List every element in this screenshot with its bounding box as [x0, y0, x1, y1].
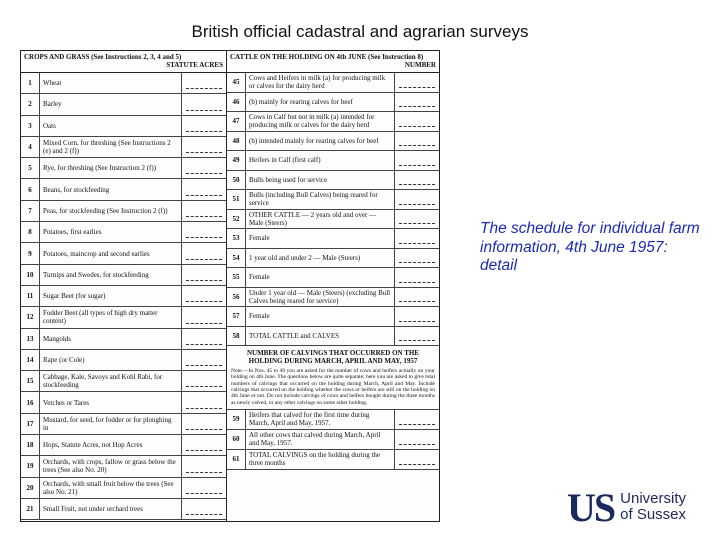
university-of-sussex-logo [567, 485, 707, 529]
row-label: Potatoes, first earlies [43, 228, 102, 237]
row-number: 49 [227, 151, 246, 170]
row-label: Cows in Calf but not in milk (a) intended for producing milk or calves for the dairy herd [249, 113, 375, 130]
entry-field [394, 73, 439, 92]
entry-field [181, 137, 226, 157]
row-label: All other cows that calved during March, April and May, 1957. [249, 431, 381, 448]
form-row [21, 478, 226, 499]
row-number: 61 [227, 450, 246, 469]
form-row [21, 499, 226, 520]
form-row [227, 288, 439, 308]
row-number: 16 [21, 392, 40, 412]
entry-field [394, 288, 439, 307]
row-number: 6 [21, 179, 40, 199]
row-label: Female [249, 273, 270, 282]
form-row [227, 450, 439, 470]
row-label: Hops, Statute Acres, not Hop Acres [43, 441, 143, 450]
logo-line2: of Sussex [620, 506, 687, 523]
row-label: Beans, for stockfeeding [43, 185, 110, 194]
entry-field [181, 435, 226, 455]
row-label: Cabbage, Kale, Savoys and Kohl Rabi, for stockfeeding [43, 373, 163, 390]
row-label: Heifers that calved for the first time during March, April and May, 1957. [249, 411, 370, 428]
row-number: 50 [227, 171, 246, 190]
form-row [21, 435, 226, 456]
entry-field [394, 171, 439, 190]
form-row [227, 132, 439, 152]
survey-form-image [20, 50, 440, 522]
entry-field [394, 307, 439, 326]
row-number: 58 [227, 327, 246, 346]
row-label: (b) intended mainly for rearing calves for beef [249, 136, 379, 145]
row-number: 14 [21, 350, 40, 370]
row-label: OTHER CATTLE — 2 years old and over — Male (Steers) [249, 210, 377, 227]
row-label: (b) mainly for rearing calves for beef [249, 97, 353, 106]
row-label: Mustard, for seed, for fodder or for ploughing in [43, 415, 172, 432]
form-row [21, 222, 226, 243]
entry-field [394, 112, 439, 131]
row-label: Small Fruit, not under orchard trees [43, 505, 143, 514]
entry-field [394, 268, 439, 287]
crops-rows [21, 73, 226, 520]
row-number: 53 [227, 229, 246, 248]
row-label: Female [249, 312, 270, 321]
entry-field [181, 286, 226, 306]
calvings-note: Note.—In Nos. 45 to 49 you are asked for the number of cows and heifers actually on your holding on 4th June. The questions below are quite separate; here you are asked to give total numbers of calvings that occurred on the holding during March, April and May. Include calvings that occurred on the holding whether the cows or heifers are still on the holding on 4th June or not. Do not include calvings of cows and heifers bought during the three months as newly calved, or any other calvings on some other holding. [231, 368, 435, 406]
entry-field [394, 249, 439, 268]
row-number: 2 [21, 94, 40, 114]
row-label: Fodder Beet (all types of high dry matter content) [43, 309, 158, 326]
form-row [21, 456, 226, 477]
form-row [227, 327, 439, 347]
entry-field [181, 456, 226, 476]
crops-header-text: CROPS AND GRASS (See Instructions 2, 3, 4 and 5) [24, 53, 182, 61]
row-label: Mangolds [43, 334, 71, 343]
entry-field [181, 243, 226, 263]
entry-field [181, 265, 226, 285]
form-row [21, 179, 226, 200]
row-number: 7 [21, 201, 40, 221]
calvings-header: NUMBER OF CALVINGS THAT OCCURRED ON THE HOLDING DURING MARCH, APRIL AND MAY, 1957 [246, 349, 420, 366]
row-number: 8 [21, 222, 40, 242]
row-label: Oats [43, 121, 56, 130]
entry-field [181, 222, 226, 242]
entry-field [394, 430, 439, 449]
crops-header [21, 51, 226, 73]
entry-field [394, 93, 439, 112]
row-label: Bulls (including Bull Calves) being reared for service [249, 191, 378, 208]
row-number: 19 [21, 456, 40, 476]
form-row [21, 116, 226, 137]
row-label: Orchards, with small fruit below the trees (See also No. 21) [43, 479, 174, 496]
form-row [21, 137, 226, 158]
form-row [227, 112, 439, 132]
form-row [227, 268, 439, 288]
row-number: 59 [227, 410, 246, 429]
acres-unit-label: STATUTE ACRES [166, 61, 223, 70]
row-label: Bulls being used for service [249, 175, 328, 184]
cattle-column [227, 51, 439, 521]
slide-title: British official cadastral and agrarian surveys [191, 22, 529, 41]
entry-field [394, 190, 439, 209]
entry-field [181, 201, 226, 221]
entry-field [394, 410, 439, 429]
row-label: Turnips and Swedes, for stockfeeding [43, 270, 149, 279]
calvings-section [227, 346, 439, 410]
row-label: Rye, for threshing (See Instruction 2 (f)) [43, 164, 157, 173]
calvings-rows [227, 410, 439, 470]
row-label: Potatoes, maincrop and second earlies [43, 249, 150, 258]
row-number: 54 [227, 249, 246, 268]
row-number: 21 [21, 499, 40, 519]
row-number: 47 [227, 112, 246, 131]
row-number: 10 [21, 265, 40, 285]
form-row [21, 371, 226, 392]
row-label: Rape (or Cole) [43, 355, 85, 364]
row-number: 15 [21, 371, 40, 391]
form-row [227, 307, 439, 327]
row-label: Orchards, with crops, fallow or grass below the trees (See also No. 20) [43, 458, 176, 475]
row-label: TOTAL CATTLE and CALVES [249, 331, 339, 340]
row-number: 57 [227, 307, 246, 326]
form-row [227, 190, 439, 210]
entry-field [394, 450, 439, 469]
form-row [227, 93, 439, 113]
row-number: 52 [227, 210, 246, 229]
form-row [227, 73, 439, 93]
form-row [227, 430, 439, 450]
entry-field [394, 327, 439, 346]
cattle-header-text: CATTLE ON THE HOLDING ON 4th JUNE (See Instruction 8) [230, 53, 424, 61]
entry-field [181, 116, 226, 136]
row-number: 45 [227, 73, 246, 92]
form-row [21, 350, 226, 371]
row-label: Wheat [43, 79, 62, 88]
entry-field [181, 499, 226, 519]
form-row [227, 249, 439, 269]
form-row [21, 94, 226, 115]
row-number: 11 [21, 286, 40, 306]
form-row [21, 392, 226, 413]
row-number: 4 [21, 137, 40, 157]
row-label: Vetches or Tares [43, 398, 90, 407]
row-label: TOTAL CALVINGS on the holding during the three months [249, 451, 381, 468]
entry-field [394, 229, 439, 248]
form-row [227, 410, 439, 430]
entry-field [181, 371, 226, 391]
entry-field [181, 414, 226, 434]
entry-field [181, 350, 226, 370]
crops-grass-column [21, 51, 227, 521]
entry-field [181, 179, 226, 199]
row-number: 18 [21, 435, 40, 455]
entry-field [394, 151, 439, 170]
form-row [21, 286, 226, 307]
slide-caption: The schedule for individual farm information, 4th June 1957: detail [480, 220, 700, 275]
row-number: 48 [227, 132, 246, 151]
cattle-header [227, 51, 439, 73]
row-number: 55 [227, 268, 246, 287]
cattle-rows [227, 73, 439, 346]
row-number: 20 [21, 478, 40, 498]
form-row [227, 229, 439, 249]
entry-field [394, 132, 439, 151]
number-unit-label: NUMBER [404, 61, 436, 70]
row-number: 17 [21, 414, 40, 434]
row-label: Sugar Beet (for sugar) [43, 292, 106, 301]
form-row [21, 73, 226, 94]
form-row [227, 210, 439, 230]
row-label: Heifers in Calf (first calf) [249, 156, 321, 165]
form-row [21, 158, 226, 179]
entry-field [181, 478, 226, 498]
form-row [21, 329, 226, 350]
entry-field [181, 94, 226, 114]
row-number: 9 [21, 243, 40, 263]
entry-field [181, 329, 226, 349]
row-number: 13 [21, 329, 40, 349]
entry-field [181, 307, 226, 327]
form-row [21, 414, 226, 435]
entry-field [181, 158, 226, 178]
form-row [21, 307, 226, 328]
form-row [21, 265, 226, 286]
row-label: Under 1 year old — Male (Steers) (excluding Bull Calves being reared for service) [249, 288, 391, 305]
row-number: 51 [227, 190, 246, 209]
form-row [21, 243, 226, 264]
logo-text [620, 491, 686, 523]
form-row [21, 201, 226, 222]
form-row [227, 171, 439, 191]
row-number: 1 [21, 73, 40, 93]
row-label: Barley [43, 100, 62, 109]
row-number: 5 [21, 158, 40, 178]
row-label: Peas, for stockfeeding (See Instruction 2 (f)) [43, 206, 168, 215]
row-label: 1 year old and under 2 — Male (Steers) [249, 253, 361, 262]
row-number: 12 [21, 307, 40, 327]
form-row [227, 151, 439, 171]
row-number: 56 [227, 288, 246, 307]
row-label: Female [249, 234, 270, 243]
entry-field [181, 73, 226, 93]
entry-field [181, 392, 226, 412]
row-number: 46 [227, 93, 246, 112]
logo-line1: University [620, 490, 686, 508]
row-label: Cows and Heifers in milk (a) for producing milk or calves for the dairy herd [249, 74, 386, 91]
row-number: 3 [21, 116, 40, 136]
logo-mark: US [567, 484, 615, 530]
entry-field [394, 210, 439, 229]
row-label: Mixed Corn, for threshing (See Instructions 2 (e) and 2 (f)) [43, 138, 171, 156]
row-number: 60 [227, 430, 246, 449]
